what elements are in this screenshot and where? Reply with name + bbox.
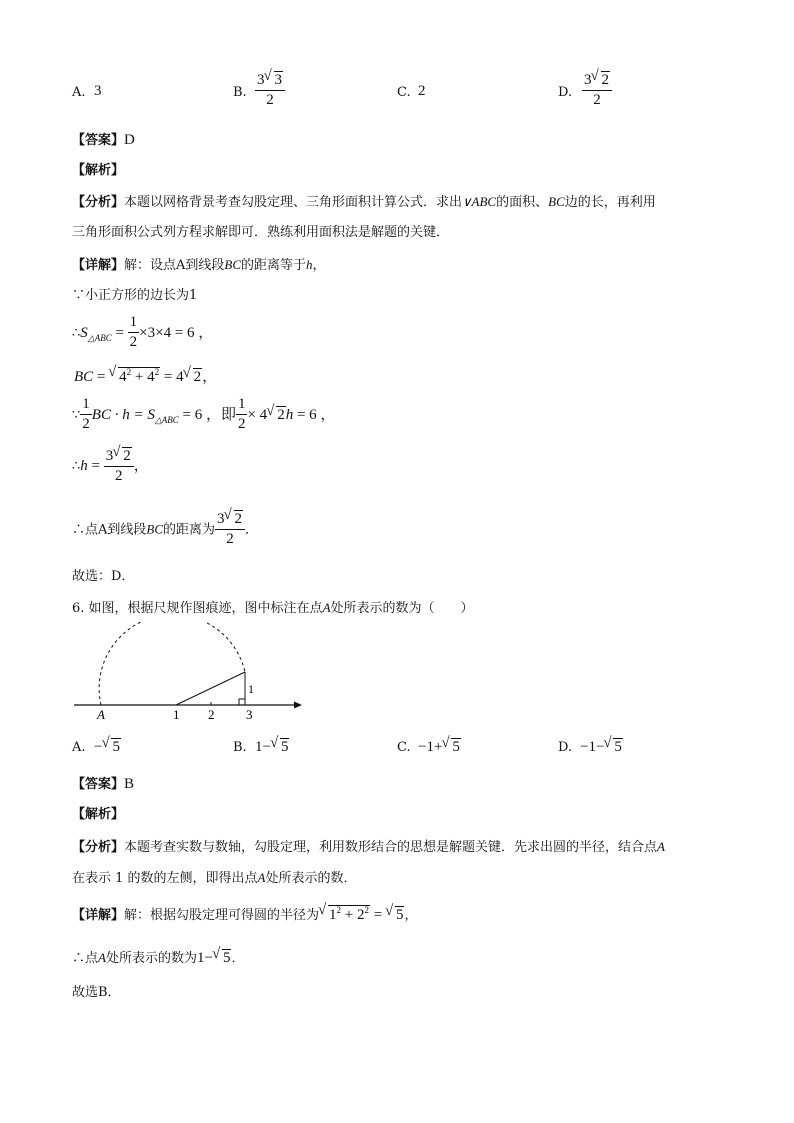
q5-choose: 故选：D．: [72, 569, 135, 584]
q6-result-line: ∴点A处所表示的数为1−√ 5．: [72, 949, 244, 967]
answer-value: D: [124, 132, 135, 148]
option-d-value: $\frac{3√ 2}{2}$: [582, 72, 612, 110]
q6-option-d-value: −1−√ 5: [580, 738, 623, 756]
q6-fenxi-line2: 在表示 1 的数的左侧，即得出点A处所表示的数．: [72, 870, 357, 886]
option-c-value: 2: [418, 83, 426, 99]
q5-analysis-tag: 【解析】: [72, 163, 125, 178]
number-line-figure: [70, 622, 310, 722]
q6-option-d-letter: D.: [558, 740, 573, 755]
axis-arrow-icon: [294, 702, 302, 709]
q6-option-b-value: 1−√ 5: [255, 738, 289, 756]
label-side-1: 1: [248, 682, 254, 696]
option-c-letter: C.: [397, 85, 411, 100]
hypotenuse: [176, 672, 245, 705]
q5-h-value-line: ∴h = $\frac{3√ 2}{2}$ ，: [72, 448, 149, 486]
label-2: 2: [208, 707, 215, 722]
label-3: 3: [246, 707, 253, 722]
right-angle-mark: [239, 699, 245, 705]
label-1: 1: [173, 707, 180, 722]
answer-tag: 【答案】: [72, 133, 125, 148]
compass-arc: [99, 622, 245, 705]
q6-choose: 故选B．: [72, 985, 121, 1000]
q6-option-a-letter: A.: [72, 740, 86, 755]
q5-h-equation-line: ∵ $\frac{1}{2}$ BC · $h = S_{\triangle ABC} = 6$ ，即 $\frac{1}{2}$ × 4√ 2h = 6 ，: [72, 398, 335, 434]
q5-answer: [72, 133, 135, 148]
q6-stem: 6. 如图，根据尺规作图痕迹，图中标注在点A处所表示的数为（ ）: [72, 600, 474, 616]
q6-answer: 【答案】B: [72, 776, 135, 792]
q6-fenxi-line1: 【分析】本题考查实数与数轴，勾股定理，利用数形结合的思想是解题关键．先求出圆的半径，结合点A: [72, 839, 665, 855]
q6-option-c-value: −1+√ 5: [418, 738, 461, 756]
option-b-letter: B.: [233, 85, 247, 100]
q6-option-b-letter: B.: [233, 740, 247, 755]
q5-fenxi-line1: 【分析】本题以网格背景考查勾股定理、三角形面积计算公式．求出∨ABC的面积、BC边的长，再利用: [72, 194, 656, 210]
q5-side-line: ∵小正方形的边长为1: [72, 288, 198, 303]
q6-analysis-tag: 【解析】: [72, 807, 125, 822]
q6-option-c-letter: C.: [397, 740, 411, 755]
q5-final-line: ∴点A到线段BC的距离为 $\frac{3√ 2}{2}$ ．: [72, 511, 258, 549]
q5-bc-line: BC = √ $4^2 + 4^2 = 4√$ 2，: [74, 367, 217, 386]
option-a-letter: A.: [72, 85, 86, 100]
q5-area-line: $\therefore S_{\triangle ABC}$ = $\frac{1}{2}$ ×3×4 = 6 ，: [72, 314, 214, 350]
q6-xiangjie-line1: 【详解】解：根据勾股定理可得圆的半径为√ $1^2 + 2^2$ = √ 5，: [72, 905, 417, 924]
q6-option-a-value: −√ 5: [94, 738, 121, 756]
option-a-value: 3: [94, 83, 102, 99]
q5-fenxi-line2: 三角形面积公式列方程求解即可．熟练利用面积法是解题的关键．: [72, 225, 450, 240]
option-b-value: $\frac{3√ 3}{2}$: [255, 72, 285, 110]
q5-xiangjie-line1: 【详解】解：设点A到线段BC的距离等于h，: [72, 257, 326, 273]
label-a: A: [97, 707, 105, 722]
option-d-letter: D.: [558, 85, 573, 100]
